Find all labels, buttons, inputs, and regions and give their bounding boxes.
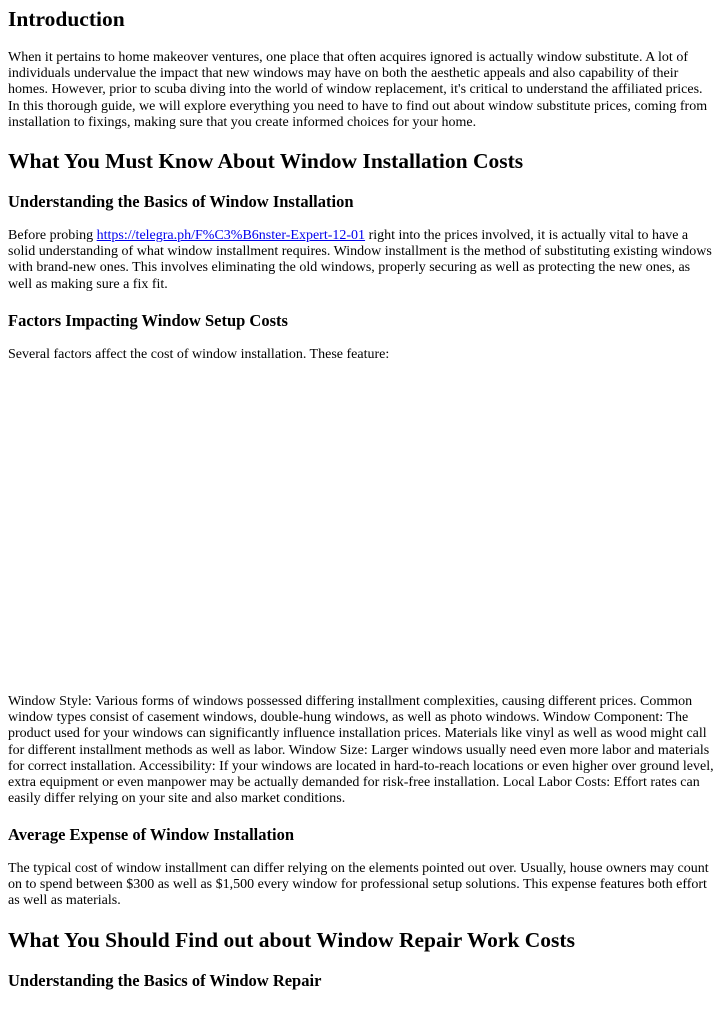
factors-list-paragraph: Window Style: Various forms of windows possessed differing installment complexities, causing different prices. Common window types consist of casement windows, double-hung windows, as well as photo windows. Window Component: The product used for your windows can significantly influence installation prices. Materials like vinyl as well as wood might call for different installment methods as well as labor. Window Size: Larger windows usually need even more labor and materials for correct installation. Accessibility: If your windows are located in hard-to-reach locations or even higher over ground level, extra equipment or even manpower may be actually demanded for risk-free installation. Local Labor Costs: Effort rates can easily differ relying on your site and also market conditions.	[8, 694, 714, 807]
average-cost-paragraph: The typical cost of window installment can differ relying on the elements pointed out over. Usually, house owners may count on to spend between $300 as well as $1,500 every window for professional setup solutions. This expense features both effort as well as materials.	[8, 861, 709, 909]
factors-intro: Several factors affect the cost of window installation. These feature:	[8, 347, 390, 362]
repair-costs-heading: What You Should Find out about Window Repair Work Costs	[8, 928, 575, 952]
installation-costs-heading: What You Must Know About Window Installation Costs	[8, 149, 524, 173]
paragraph-text-after-link: right into the prices involved, it is actually vital to have a solid understanding of what window installment requires. Window installment is the method of substituting existing windows with brand-new ones. This involves eliminating the old windows, properly securing as well as protecting the new ones, as well as making sure a fix fit.	[8, 228, 712, 292]
installation-basics-paragraph	[8, 228, 714, 293]
intro-heading: Introduction	[8, 7, 125, 31]
average-cost-heading: Average Expense of Window Installation	[8, 825, 295, 844]
paragraph-text-before-link: Before probing	[8, 228, 97, 243]
repair-basics-heading: Understanding the Basics of Window Repair	[8, 971, 322, 990]
intro-paragraph: When it pertains to home makeover ventures, one place that often acquires ignored is actually window substitute. A lot of individuals undervalue the impact that new windows may have on both the aesthetic appeals and also capability of their homes. However, prior to scuba diving into the world of window replacement, it's critical to understand the affiliated prices. In this thorough guide, we will explore everything you need to have to find out about window substitute prices, coming from installation to fixings, making sure that you create informed choices for your home.	[8, 50, 708, 130]
factors-heading: Factors Impacting Window Setup Costs	[8, 311, 288, 330]
telegra-link[interactable]: https://telegra.ph/F%C3%B6nster-Expert-12-01	[96, 228, 366, 243]
image-placeholder	[8, 372, 712, 690]
installation-basics-heading: Understanding the Basics of Window Installation	[8, 192, 354, 211]
